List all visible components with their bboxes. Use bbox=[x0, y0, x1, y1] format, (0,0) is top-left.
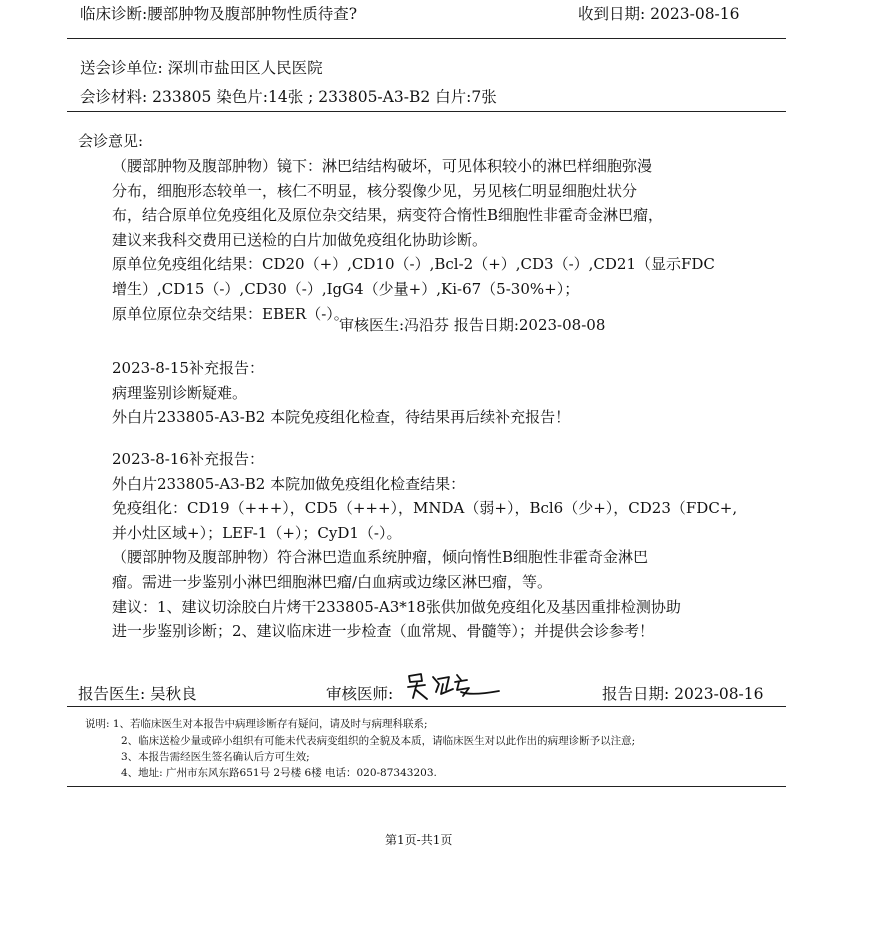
received-date: 收到日期: 2023-08-16 bbox=[578, 5, 740, 23]
opinion-line: 布，结合原单位免疫组化及原位杂交结果，病变符合惰性B细胞性非霍奇金淋巴瘤， bbox=[112, 206, 664, 225]
handwritten-signature bbox=[405, 668, 501, 704]
supplement-line: 2023-8-16补充报告： bbox=[112, 450, 264, 468]
divider bbox=[67, 706, 786, 707]
opinion-line: 建议来我科交费用已送检的白片加做免疫组化协助诊断。 bbox=[112, 230, 488, 249]
divider bbox=[67, 38, 786, 39]
divider bbox=[67, 111, 786, 112]
supplement-line: 免疫组化：CD19（+++），CD5（+++），MNDA（弱+），Bcl6（少+），CD23（FDC+, bbox=[112, 499, 738, 518]
supplement-line: 瘤。需进一步鉴别小淋巴细胞淋巴瘤/白血病或边缘区淋巴瘤，等。 bbox=[112, 572, 553, 591]
opinion-line: （腰部肿物及腹部肿物）镜下：淋巴结结构破坏，可见体积较小的淋巴样细胞弥漫 bbox=[112, 157, 653, 175]
opinion-line: 原单位免疫组化结果：CD20（+）,CD10（-）,Bcl-2（+）,CD3（-）,CD21（显示FDC bbox=[112, 255, 715, 274]
notes-item: 4、地址: 广州市东风东路651号 2号楼 6楼 电话：020-87343203. bbox=[121, 767, 437, 779]
supplement-line: 建议：1、建议切涂胶白片烤干233805-A3*18张供加做免疫组化及基因重排检测协助 bbox=[112, 597, 681, 616]
opinion-title: 会诊意见: bbox=[78, 132, 144, 150]
supplement-line: 外白片233805-A3-B2 本院免疫组化检查，待结果再后续补充报告！ bbox=[112, 408, 571, 427]
supplement-line: 外白片233805-A3-B2 本院加做免疫组化检查结果： bbox=[112, 474, 466, 493]
opinion-paragraph bbox=[112, 154, 782, 326]
supplement-line: 病理鉴别诊断疑难。 bbox=[112, 383, 248, 402]
notes-item: 2、临床送检少量或碎小组织有可能未代表病变组织的全貌及本质，请临床医生对以此作出的病理诊断予以注意; bbox=[121, 735, 636, 747]
supplement-report-1 bbox=[112, 356, 782, 430]
report-date: 报告日期: 2023-08-16 bbox=[602, 685, 764, 703]
submitting-unit: 送会诊单位: 深圳市盐田区人民医院 bbox=[80, 59, 323, 77]
opinion-line: 增生）,CD15（-）,CD30（-）,IgG4（少量+）,Ki-67（5-30%+）； bbox=[112, 279, 580, 298]
review-signoff: 审核医生:冯沿芬 报告日期:2023-08-08 bbox=[339, 316, 606, 334]
supplement-line: 并小灶区域+）；LEF-1（+）；CyD1（-）。 bbox=[112, 523, 402, 542]
consult-materials: 会诊材料: 233805 染色片:14张 ; 233805-A3-B2 白片:7张 bbox=[80, 88, 497, 106]
supplement-line: 2023-8-15补充报告： bbox=[112, 359, 264, 377]
review-doctor-label: 审核医师: bbox=[326, 685, 394, 703]
page-number: 第1页-共1页 bbox=[385, 833, 453, 847]
clinical-diagnosis: 临床诊断:腰部肿物及腹部肿物性质待查? bbox=[80, 5, 358, 23]
notes-item: 3、本报告需经医生签名确认后方可生效; bbox=[121, 751, 310, 763]
report-doctor: 报告医生: 吴秋良 bbox=[78, 685, 197, 703]
supplement-line: 进一步鉴别诊断；2、建议临床进一步检查（血常规、骨髓等）；并提供会诊参考！ bbox=[112, 622, 655, 641]
opinion-line: 原单位原位杂交结果：EBER（-）。 bbox=[112, 304, 349, 323]
supplement-line: （腰部肿物及腹部肿物）符合淋巴造血系统肿瘤，倾向惰性B细胞性非霍奇金淋巴 bbox=[112, 548, 649, 567]
notes-lead: 说明: 1、若临床医生对本报告中病理诊断存有疑问，请及时与病理科联系; bbox=[85, 718, 428, 730]
opinion-line: 分布，细胞形态较单一，核仁不明显，核分裂像少见，另见核仁明显细胞灶状分 bbox=[112, 181, 638, 200]
supplement-report-2 bbox=[112, 447, 782, 644]
divider bbox=[67, 786, 786, 787]
